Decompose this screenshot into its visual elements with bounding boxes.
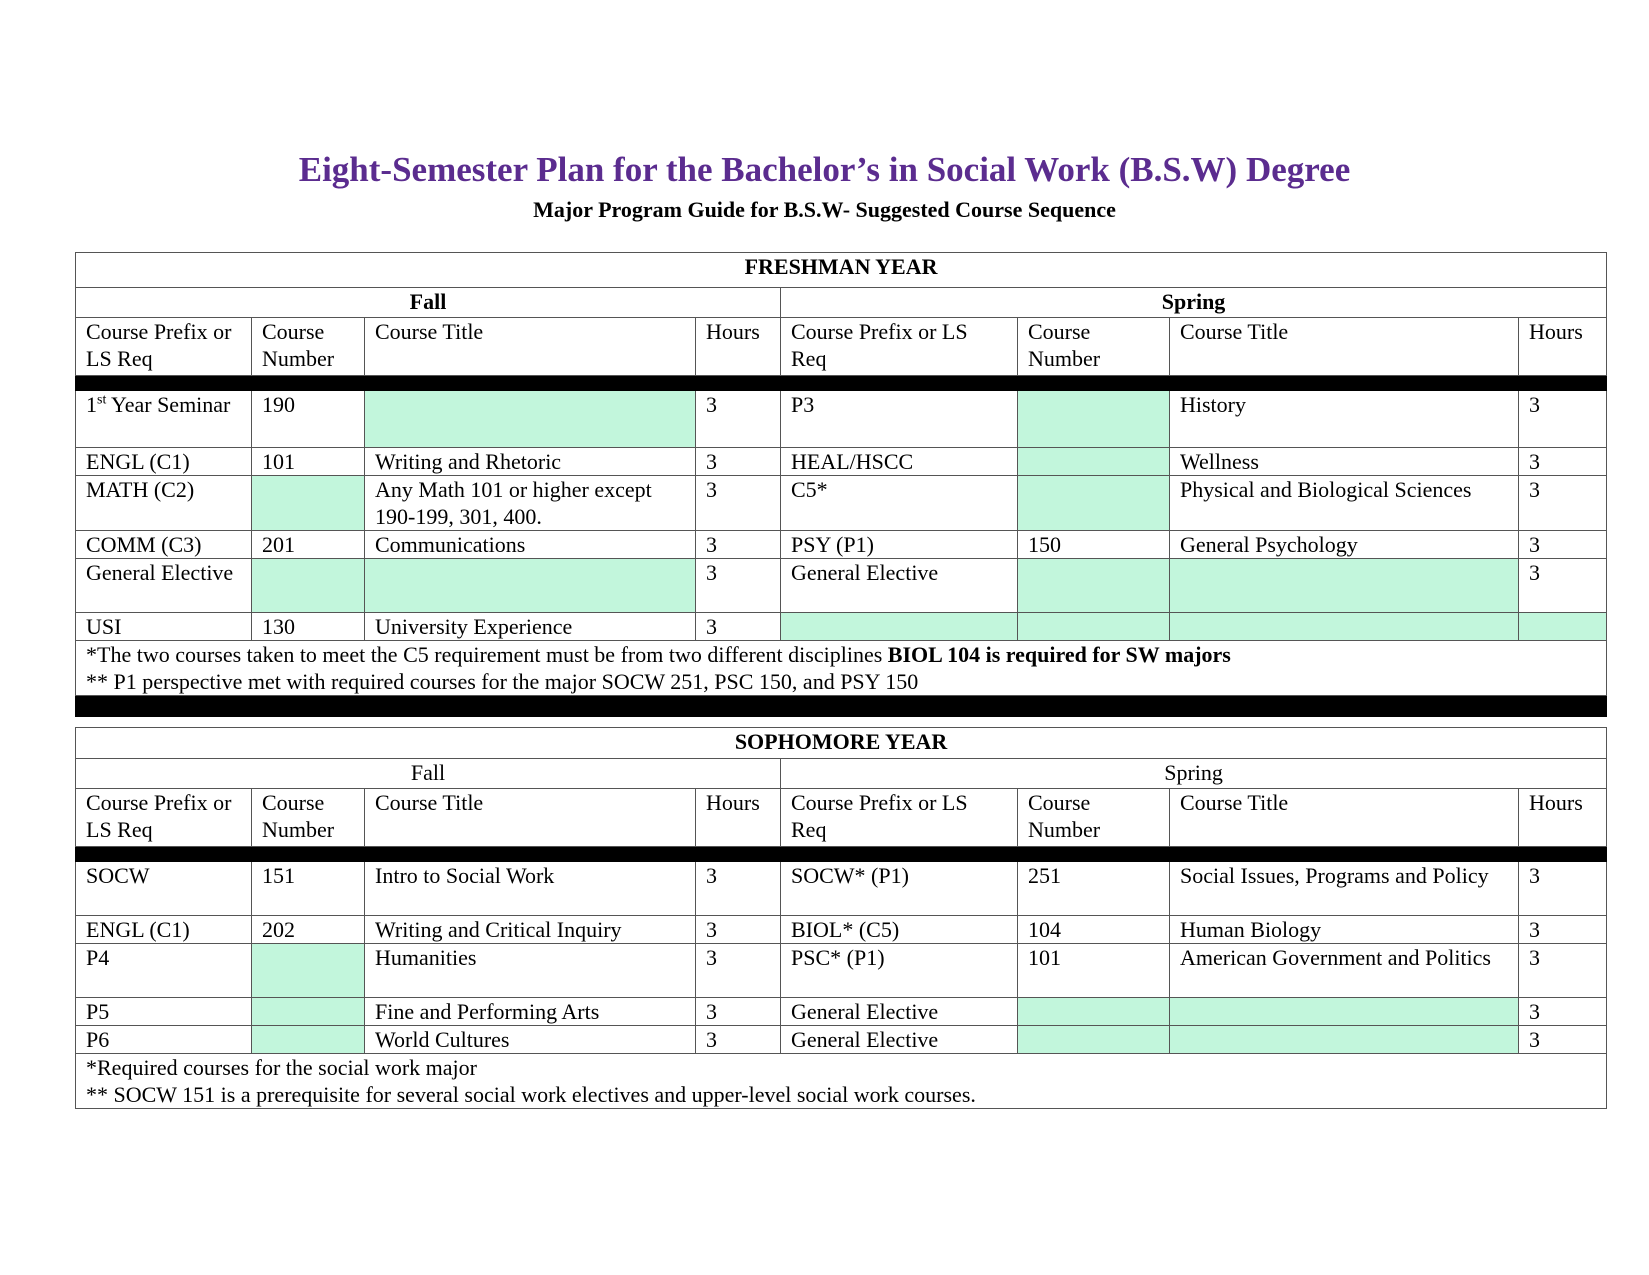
fall-course-title-field[interactable]: Intro to Social Work <box>365 862 696 916</box>
fall-course-title-field[interactable]: Communications <box>365 531 696 559</box>
page-title: Eight-Semester Plan for the Bachelor’s in Social Work (B.S.W) Degree <box>298 150 1351 189</box>
fall-course-number-field[interactable]: 202 <box>252 916 365 944</box>
spring-course-title-field[interactable] <box>1170 613 1519 641</box>
fall-course-prefix-field[interactable]: P4 <box>76 944 252 998</box>
fall-course-title-field[interactable]: Fine and Performing Arts <box>365 998 696 1026</box>
freshman-course-rows <box>76 391 1607 641</box>
fall-course-prefix-field[interactable]: MATH (C2) <box>76 476 252 531</box>
fall-hours-field[interactable]: 3 <box>696 613 781 641</box>
freshman-fall-heading: Fall <box>76 288 781 318</box>
fall-course-number-field[interactable] <box>252 944 365 998</box>
spring-course-prefix-field[interactable]: P3 <box>781 391 1018 448</box>
freshman-notes <box>76 641 1607 696</box>
fall-course-title-field[interactable]: World Cultures <box>365 1026 696 1054</box>
table-row <box>76 998 1607 1026</box>
spring-course-prefix-field[interactable]: General Elective <box>781 1026 1018 1054</box>
fall-course-prefix-field[interactable]: General Elective <box>76 559 252 613</box>
header-prefix-fall: Course Prefix or LS Req <box>76 789 252 847</box>
fall-course-number-field[interactable] <box>252 476 365 531</box>
spring-hours-field[interactable] <box>1519 613 1607 641</box>
header-hours-fall: Hours <box>696 789 781 847</box>
fall-course-title-field[interactable] <box>365 559 696 613</box>
spring-course-title-field[interactable]: History <box>1170 391 1519 448</box>
table-row <box>76 862 1607 916</box>
spring-course-prefix-field[interactable]: SOCW* (P1) <box>781 862 1018 916</box>
fall-course-prefix-field[interactable]: 1st Year Seminar <box>76 391 252 448</box>
spring-course-number-field[interactable] <box>1018 448 1170 476</box>
spring-course-number-field[interactable] <box>1018 559 1170 613</box>
header-number-fall: Course Number <box>252 789 365 847</box>
freshman-column-headers <box>76 318 1607 376</box>
spring-course-title-field[interactable] <box>1170 998 1519 1026</box>
fall-course-number-field[interactable]: 130 <box>252 613 365 641</box>
fall-course-number-field[interactable]: 101 <box>252 448 365 476</box>
fall-course-prefix-field[interactable]: P6 <box>76 1026 252 1054</box>
spring-course-title-field[interactable]: General Psychology <box>1170 531 1519 559</box>
fall-course-title-field[interactable]: University Experience <box>365 613 696 641</box>
header-title-fall: Course Title <box>365 789 696 847</box>
spring-course-title-field[interactable]: American Government and Politics <box>1170 944 1519 998</box>
spring-hours-field[interactable]: 3 <box>1519 448 1607 476</box>
sophomore-year-heading: SOPHOMORE YEAR <box>76 728 1607 759</box>
fall-course-number-field[interactable] <box>252 1026 365 1054</box>
header-title-fall: Course Title <box>365 318 696 376</box>
year-divider <box>76 696 1607 717</box>
freshman-note-2: ** P1 perspective met with required courses for the major SOCW 251, PSC 150, and PSY 150 <box>86 669 919 694</box>
sophomore-course-rows <box>76 862 1607 1054</box>
header-title-spring: Course Title <box>1170 789 1519 847</box>
fall-hours-field[interactable]: 3 <box>696 391 781 448</box>
table-row <box>76 559 1607 613</box>
spring-course-prefix-field[interactable]: PSY (P1) <box>781 531 1018 559</box>
spring-course-title-field[interactable]: Wellness <box>1170 448 1519 476</box>
spring-hours-field[interactable]: 3 <box>1519 1026 1607 1054</box>
spring-course-title-field[interactable] <box>1170 1026 1519 1054</box>
sophomore-notes <box>76 1054 1607 1109</box>
freshman-note-1-bold: BIOL 104 is required for SW majors <box>887 642 1231 667</box>
spring-course-prefix-field[interactable]: HEAL/HSCC <box>781 448 1018 476</box>
spring-course-prefix-field[interactable] <box>781 613 1018 641</box>
sophomore-divider <box>76 847 1607 862</box>
spring-course-number-field[interactable] <box>1018 1026 1170 1054</box>
sophomore-note-1: *Required courses for the social work major <box>86 1055 477 1080</box>
table-row <box>76 916 1607 944</box>
header-prefix-spring: Course Prefix or LS Req <box>781 318 1018 376</box>
table-row <box>76 1026 1607 1054</box>
spring-course-number-field[interactable]: 150 <box>1018 531 1170 559</box>
spring-course-title-field[interactable]: Social Issues, Programs and Policy <box>1170 862 1519 916</box>
spring-hours-field[interactable]: 3 <box>1519 916 1607 944</box>
fall-course-number-field[interactable]: 190 <box>252 391 365 448</box>
header-hours-spring: Hours <box>1519 318 1607 376</box>
fall-course-number-field[interactable] <box>252 998 365 1026</box>
spring-hours-field[interactable]: 3 <box>1519 476 1607 531</box>
fall-course-title-field[interactable]: Humanities <box>365 944 696 998</box>
table-row <box>76 531 1607 559</box>
table-row <box>76 448 1607 476</box>
spring-hours-field[interactable]: 3 <box>1519 531 1607 559</box>
header-hours-spring: Hours <box>1519 789 1607 847</box>
fall-course-prefix-field[interactable]: ENGL (C1) <box>76 448 252 476</box>
fall-course-prefix-field[interactable]: SOCW <box>76 862 252 916</box>
fall-course-prefix-field[interactable]: COMM (C3) <box>76 531 252 559</box>
fall-hours-field[interactable]: 3 <box>696 862 781 916</box>
spring-hours-field[interactable]: 3 <box>1519 998 1607 1026</box>
sophomore-year-table <box>75 727 1607 1109</box>
header-prefix-fall: Course Prefix or LS Req <box>76 318 252 376</box>
spring-course-number-field[interactable] <box>1018 391 1170 448</box>
header-number-fall: Course Number <box>252 318 365 376</box>
spring-course-prefix-field[interactable]: General Elective <box>781 998 1018 1026</box>
fall-hours-field[interactable]: 3 <box>696 559 781 613</box>
fall-course-number-field[interactable] <box>252 559 365 613</box>
table-row <box>76 391 1607 448</box>
fall-course-prefix-field[interactable]: ENGL (C1) <box>76 916 252 944</box>
fall-hours-field[interactable]: 3 <box>696 448 781 476</box>
spring-hours-field[interactable]: 3 <box>1519 559 1607 613</box>
spring-course-prefix-field[interactable]: C5* <box>781 476 1018 531</box>
page-subtitle: Major Program Guide for B.S.W- Suggested Course Sequence <box>533 197 1116 222</box>
header-number-spring: Course Number <box>1018 318 1170 376</box>
spring-course-number-field[interactable]: 104 <box>1018 916 1170 944</box>
spring-course-number-field[interactable] <box>1018 613 1170 641</box>
header-prefix-spring: Course Prefix or LS Req <box>781 789 1018 847</box>
sophomore-note-2: ** SOCW 151 is a prerequisite for several social work electives and upper-level social work courses. <box>86 1082 976 1107</box>
spring-hours-field[interactable]: 3 <box>1519 862 1607 916</box>
sophomore-column-headers <box>76 789 1607 847</box>
fall-hours-field[interactable]: 3 <box>696 531 781 559</box>
fall-course-prefix-field[interactable]: USI <box>76 613 252 641</box>
fall-course-prefix-field[interactable]: P5 <box>76 998 252 1026</box>
spring-course-number-field[interactable] <box>1018 476 1170 531</box>
fall-hours-field[interactable]: 3 <box>696 1026 781 1054</box>
header-number-spring: Course Number <box>1018 789 1170 847</box>
table-row <box>76 476 1607 531</box>
header-hours-fall: Hours <box>696 318 781 376</box>
fall-hours-field[interactable]: 3 <box>696 916 781 944</box>
spring-course-prefix-field[interactable]: PSC* (P1) <box>781 944 1018 998</box>
table-row <box>76 944 1607 998</box>
freshman-spring-heading: Spring <box>781 288 1607 318</box>
header-title-spring: Course Title <box>1170 318 1519 376</box>
fall-course-title-field[interactable]: Writing and Rhetoric <box>365 448 696 476</box>
sophomore-spring-heading: Spring <box>781 759 1607 789</box>
spring-course-prefix-field[interactable]: General Elective <box>781 559 1018 613</box>
sophomore-fall-heading: Fall <box>76 759 781 789</box>
fall-course-title-field[interactable]: Any Math 101 or higher except 190-199, 301, 400. <box>365 476 696 531</box>
spring-course-number-field[interactable] <box>1018 998 1170 1026</box>
spring-course-title-field[interactable]: Human Biology <box>1170 916 1519 944</box>
freshman-year-heading: FRESHMAN YEAR <box>76 253 1607 288</box>
freshman-divider <box>76 376 1607 391</box>
spring-hours-field[interactable]: 3 <box>1519 391 1607 448</box>
spring-course-prefix-field[interactable]: BIOL* (C5) <box>781 916 1018 944</box>
spring-course-number-field[interactable]: 101 <box>1018 944 1170 998</box>
spring-hours-field[interactable]: 3 <box>1519 944 1607 998</box>
spring-course-title-field[interactable]: Physical and Biological Sciences <box>1170 476 1519 531</box>
fall-hours-field[interactable]: 3 <box>696 998 781 1026</box>
spring-course-number-field[interactable]: 251 <box>1018 862 1170 916</box>
freshman-year-table <box>75 252 1607 717</box>
fall-course-title-field[interactable]: Writing and Critical Inquiry <box>365 916 696 944</box>
fall-course-number-field[interactable]: 201 <box>252 531 365 559</box>
spring-course-title-field[interactable] <box>1170 559 1519 613</box>
fall-hours-field[interactable]: 3 <box>696 944 781 998</box>
fall-hours-field[interactable]: 3 <box>696 476 781 531</box>
fall-course-number-field[interactable]: 151 <box>252 862 365 916</box>
freshman-note-1: *The two courses taken to meet the C5 requirement must be from two different disciplines <box>86 642 888 667</box>
table-row <box>76 613 1607 641</box>
fall-course-title-field[interactable] <box>365 391 696 448</box>
